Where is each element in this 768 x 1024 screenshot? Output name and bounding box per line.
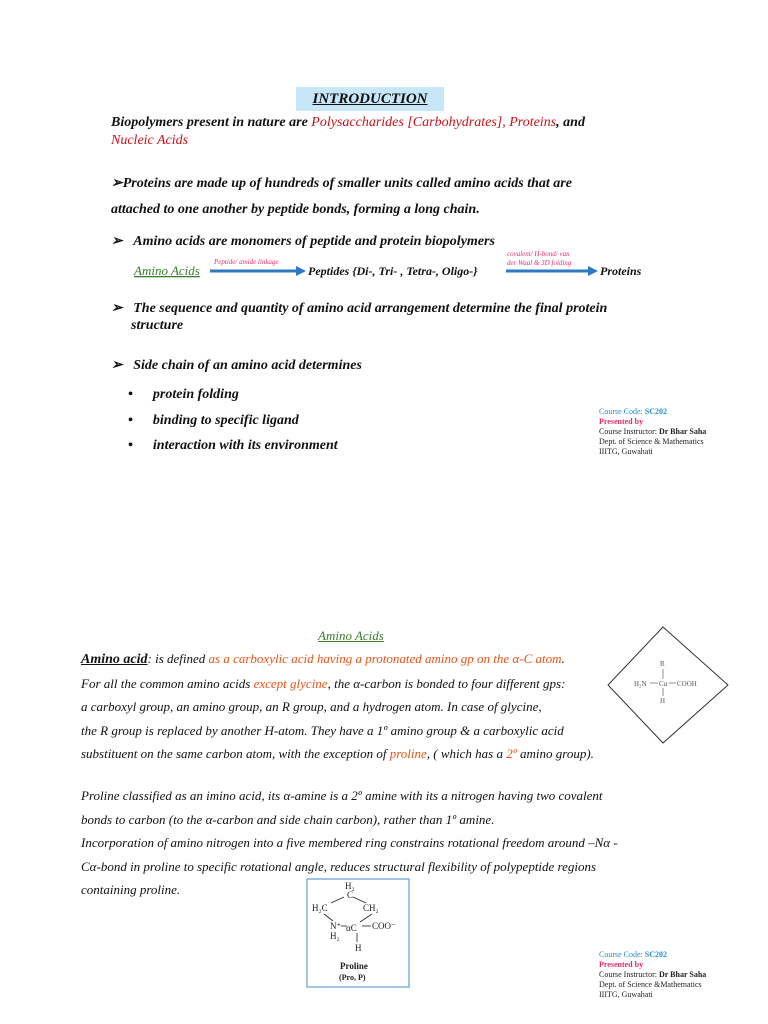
arrow-bullet-icon: ➢ (111, 301, 123, 316)
ring-alpha-c: αC (346, 923, 357, 933)
struct-cooh: COOH (677, 680, 697, 688)
arrow-bullet-icon: ➢ (111, 176, 123, 191)
flow-arrowhead-1-icon (296, 266, 306, 276)
def-line-3: a carboxyl group, an amino group, an R group, and a hydrogen atom. In case of glycine, (81, 699, 542, 714)
struct-c: Cα (659, 680, 668, 688)
proteins-line-2: attached to one another by peptide bonds, forming a long chain. (111, 202, 480, 217)
intro-paragraph (111, 114, 651, 150)
ring-h2c-left: H₂C (312, 903, 328, 913)
intro-prefix: Biopolymers present in nature are (111, 115, 312, 130)
struct-h: H (660, 697, 666, 705)
def-line-2-highlight: except glycine (253, 675, 328, 691)
ring-h: H (355, 943, 362, 953)
dot-bullet-icon: • (128, 438, 133, 453)
bullet-sequence-line-1: The sequence and quantity of amino acid arrangement determine the final protein (133, 301, 608, 316)
sub-item-label: interaction with its environment (152, 438, 338, 453)
definition-highlight: as a carboxylic acid having a protonated amino gp on the α-C atom (208, 651, 562, 666)
bullet-sequence (111, 300, 671, 334)
course-code: SC202 (644, 950, 668, 959)
list-item (128, 408, 468, 434)
ring-h2-top: H₂ (345, 881, 355, 891)
course-code: SC202 (644, 407, 668, 416)
flow-end: Proteins (600, 264, 642, 278)
definition-term: Amino acid (81, 652, 148, 667)
dot-bullet-icon: • (128, 387, 133, 402)
def-line-5b: , ( which has a (426, 746, 507, 761)
struct-h2n: H₂N (634, 680, 647, 688)
proline-structure-figure (306, 878, 410, 988)
def-line-4: the R group is replaced by another H-atom. They have a 1º amino group & a carboxylic acid (81, 722, 564, 738)
course-label: Course Code: (599, 950, 645, 959)
definition-end: . (561, 651, 565, 666)
definition-sep: : is defined (147, 651, 209, 666)
flow-middle: Peptides {Di-, Tri- , Tetra-, Oligo-} (308, 264, 478, 278)
sub-item-label: protein folding (152, 387, 239, 402)
page-title-amino-acids: Amino Acids (318, 628, 384, 643)
struct-r: R (660, 660, 665, 668)
institute: IIITG, Guwahati (599, 447, 653, 456)
arrow-bullet-icon: ➢ (111, 358, 123, 373)
instructor-label: Course Instructor: (599, 970, 659, 979)
proline-name: Proline (340, 961, 368, 971)
proline-line-2: bonds to carbon (to the α-carbon and side chain carbon), rather than 1º amine. (81, 811, 495, 827)
presented-by: Presented by (599, 417, 644, 426)
department: Dept. of Science & Mathematics (599, 437, 704, 446)
proline-line-5: containing proline. (81, 882, 181, 897)
bullet-monomers (111, 233, 671, 251)
instructor-name: Dr Bhar Saha (659, 970, 707, 979)
amino-to-protein-flow (130, 250, 660, 282)
arrow-bullet-icon: ➢ (111, 234, 123, 249)
ring-h2-bottom: H₂ (330, 931, 340, 941)
ring-c-top: C (347, 890, 354, 900)
def-line-5a: substituent on the same carbon atom, with the exception of (81, 746, 390, 761)
amino-acid-definition (81, 647, 641, 766)
flow-arrowhead-2-icon (588, 266, 598, 276)
bullet-sequence-line-2: structure (131, 318, 184, 333)
course-label: Course Code: (599, 407, 645, 416)
page-title-introduction: INTRODUCTION (296, 87, 444, 111)
proline-line-4: Cα-bond in proline to specific rotational angle, reduces structural flexibility of polypeptide regions (81, 858, 597, 874)
list-item (128, 433, 468, 459)
amino-acid-structure-diagram (606, 625, 732, 747)
dot-bullet-icon: • (128, 412, 133, 428)
list-item (128, 382, 468, 408)
department: Dept. of Science &Mathematics (599, 980, 702, 989)
flow-arrow2-label-2: der Waal & 3D folding (507, 259, 572, 267)
instructor-label: Course Instructor: (599, 427, 659, 436)
def-line-2a: For all the common amino acids (81, 675, 254, 691)
ring-coo: COO⁻ (372, 921, 396, 931)
def-line-5c: amino group). (516, 746, 594, 761)
def-line-5-highlight-2: 2º (506, 746, 517, 761)
instructor-name: Dr Bhar Saha (659, 427, 707, 436)
bullet-sidechain-text: Side chain of an amino acid determines (133, 358, 362, 373)
course-credits-2 (599, 950, 749, 1000)
diamond-frame (608, 627, 728, 743)
bullet-sidechain (111, 357, 671, 375)
ring-n-plus: N⁺ (330, 921, 342, 931)
flow-arrow2-label-1: covalent/ H-bond/ van (507, 250, 570, 258)
flow-start: Amino Acids (134, 263, 200, 278)
proteins-line-1: Proteins are made up of hundreds of smaller units called amino acids that are (122, 176, 572, 191)
flow-arrow1-label: Peptide/ amide linkage (214, 258, 279, 266)
def-line-5-highlight-1: proline (389, 746, 427, 761)
presented-by: Presented by (599, 960, 644, 969)
course-credits-1 (599, 407, 749, 457)
sub-item-label: binding to specific ligand (152, 412, 299, 428)
proline-abbr: (Pro, P) (339, 973, 366, 982)
proteins-paragraph (111, 171, 671, 223)
intro-highlight-1: Polysaccharides [Carbohydrates], Proteins (311, 115, 557, 130)
intro-highlight-2: Nucleic Acids (111, 133, 189, 148)
proline-line-1: Proline classified as an imino acid, its α-amine is a 2º amine with its a nitrogen having two covalent (81, 788, 603, 803)
ring-ch2-right: CH₂ (363, 903, 379, 913)
institute: IIITG, Guwahati (599, 990, 653, 999)
proline-line-3: Incorporation of amino nitrogen into a five membered ring constrains rotational freedom around –Nα - (81, 835, 618, 850)
sidechain-sub-list (128, 382, 468, 459)
bullet-monomers-text: Amino acids are monomers of peptide and protein biopolymers (133, 234, 495, 249)
intro-mid: , and (556, 115, 585, 130)
def-line-2b: , the α-carbon is bonded to four different gps: (327, 675, 566, 691)
